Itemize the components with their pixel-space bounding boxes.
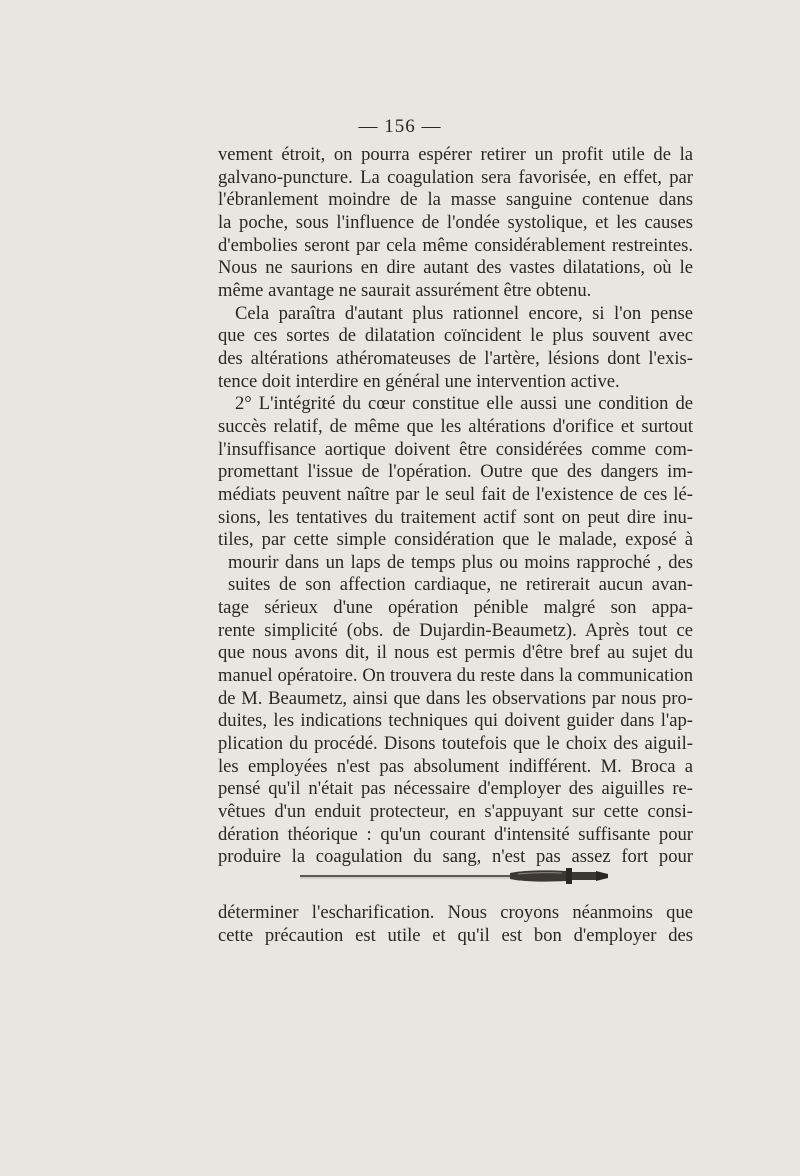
text-line: tiles, par cette simple considération que le malade, exposé à xyxy=(218,529,693,551)
needle-illustration-icon xyxy=(298,862,610,890)
needle-tip xyxy=(596,871,608,881)
text-line: dération théorique : qu'un courant d'intensité suffisante pour xyxy=(218,823,693,845)
text-line: même avantage ne saurait assurément être obtenu. xyxy=(218,279,592,301)
text-line: manuel opératoire. On trouvera du reste dans la communication xyxy=(218,665,693,687)
needle-handle xyxy=(510,870,566,881)
text-line: cette précaution est utile et qu'il est bon d'employer des xyxy=(218,924,693,946)
text-line: les employées n'est pas absolument indifférent. M. Broca a xyxy=(218,755,693,777)
text-line: l'ébranlement moindre de la masse sanguine contenue dans xyxy=(218,189,693,211)
text-line: rente simplicité (obs. de Dujardin-Beaumetz). Après tout ce xyxy=(218,619,693,641)
text-line: produire la coagulation du sang, n'est pas assez fort pour xyxy=(218,846,693,868)
text-line: la poche, sous l'influence de l'ondée systolique, et les causes xyxy=(218,211,693,233)
text-line: succès relatif, de même que les altérations d'orifice et surtout xyxy=(218,415,693,437)
text-line: suites de son affection cardiaque, ne retirerait aucun avan- xyxy=(228,574,693,596)
text-line: tage sérieux d'une opération pénible malgré son appa- xyxy=(218,597,693,619)
needle-grip xyxy=(572,872,596,880)
text-line: tence doit interdire en général une intervention active. xyxy=(218,370,620,392)
text-line: duites, les indications techniques qui doivent guider dans l'ap- xyxy=(218,710,693,732)
text-line: déterminer l'escharification. Nous croyons néanmoins que xyxy=(218,902,693,923)
text-line: mourir dans un laps de temps plus ou moins rapproché , des xyxy=(228,551,693,573)
text-line: l'insuffisance aortique doivent être considérées comme com- xyxy=(218,438,693,460)
text-line: que ces sortes de dilatation coïncident le plus souvent avec xyxy=(218,325,693,347)
text-line: pensé qu'il n'était pas nécessaire d'employer des aiguilles re- xyxy=(218,778,693,800)
text-line: 2° L'intégrité du cœur constitue elle aussi une condition de xyxy=(235,393,693,415)
text-line: Nous ne saurions en dire autant des vastes dilatations, où le xyxy=(218,257,693,279)
text-line: galvano-puncture. La coagulation sera favorisée, en effet, par xyxy=(218,166,693,188)
text-line: médiats peuvent naître par le seul fait de l'existence de ces lé- xyxy=(218,483,693,505)
text-line: des altérations athéromateuses de l'artère, lésions dont l'exis- xyxy=(218,347,693,369)
text-line: de M. Beaumetz, ainsi que dans les observations par nous pro- xyxy=(218,687,693,709)
text-line: vement étroit, on pourra espérer retirer un profit utile de la xyxy=(218,144,693,165)
text-line: sions, les tentatives du traitement actif sont on peut dire inu- xyxy=(218,506,693,528)
body-text-upper xyxy=(218,144,693,869)
text-line: vêtues d'un enduit protecteur, en s'appuyant sur cette consi- xyxy=(218,801,693,823)
page-number: — 156 — xyxy=(358,116,442,137)
text-line: plication du procédé. Disons toutefois que le choix des aiguil- xyxy=(218,733,693,755)
needle-collar xyxy=(566,868,572,884)
text-line: Cela paraîtra d'autant plus rationnel encore, si l'on pense xyxy=(235,302,693,324)
text-line: d'embolies seront par cela même considérablement restreintes. xyxy=(218,234,693,256)
text-line: que nous avons dit, il nous est permis d'être bref au sujet du xyxy=(218,642,693,664)
body-text-lower xyxy=(218,902,693,947)
text-line: promettant l'issue de l'opération. Outre que des dangers im- xyxy=(218,461,693,483)
